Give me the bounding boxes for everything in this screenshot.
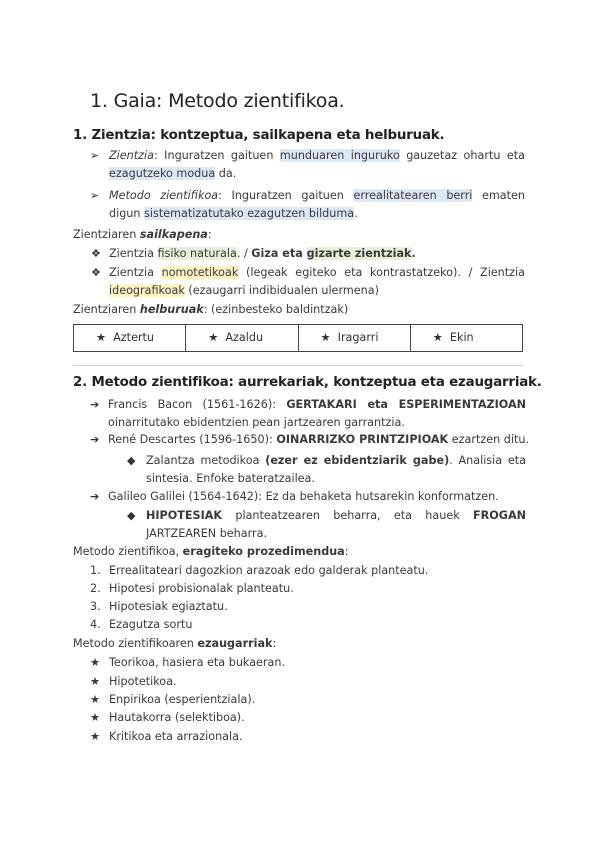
zientzia-definition-line2: ezagutzeko modua da. <box>109 167 237 180</box>
star-icon: ★ <box>90 711 101 724</box>
right-arrow-icon: ➔ <box>90 490 100 503</box>
step-text: Hipotesiak egiaztatu. <box>109 600 228 613</box>
feature-text: Enpirikoa (esperientziala). <box>109 693 256 706</box>
goals-table <box>73 324 523 352</box>
step-number: 4. <box>90 618 101 631</box>
descartes-line: René Descartes (1596-1650): OINARRIZKO PRINTZIPIOAK ezartzen ditu. <box>108 433 530 446</box>
step-text: Errealitateari dagozkion arazoak edo galderak planteatu. <box>109 564 429 577</box>
arrow-bullet-icon: ➢ <box>90 189 100 202</box>
star-icon: ★ <box>432 331 443 344</box>
bacon-line2: oinarritutako ebidentzien pean jartzearen garrantzia. <box>108 416 405 429</box>
section2-heading: 2. Metodo zientifikoa: aurrekariak, kontzeptua eta ezaugarriak. <box>73 375 542 390</box>
feature-text: Teorikoa, hasiera eta bukaeran. <box>109 656 286 669</box>
metodo-definition-line2: digun sistematizatutako ezagutzen bilduma. <box>109 207 358 220</box>
star-icon: ★ <box>90 693 101 706</box>
diamond-bullet-icon: ❖ <box>91 247 101 260</box>
section1-heading: 1. Zientzia: kontzeptua, sailkapena eta helburuak. <box>73 128 445 143</box>
page-title: 1. Gaia: Metodo zientifikoa. <box>90 90 345 112</box>
prozedura-label: Metodo zientifikoa, eragiteko prozedimendua: <box>73 545 349 558</box>
ezaugarriak-label: Metodo zientifikoaren ezaugarriak: <box>73 637 277 650</box>
star-icon: ★ <box>90 656 101 669</box>
step-number: 1. <box>90 564 101 577</box>
star-icon: ★ <box>90 675 101 688</box>
galileo-line: Galileo Galilei (1564-1642): Ez da behaketa hutsarekin konformatzen. <box>108 490 499 503</box>
star-icon: ★ <box>320 331 331 344</box>
bacon-line1: Francis Bacon (1561-1626): GERTAKARI eta ESPERIMENTAZIOAN <box>108 398 526 411</box>
step-number: 3. <box>90 600 101 613</box>
step-text: Ezagutza sortu <box>109 618 193 631</box>
sailkapena-item-2-line1: Zientzia nomotetikoak (legeak egiteko eta kontrastatzeko). / Zientzia <box>109 266 525 279</box>
diamond-bullet-icon: ◆ <box>127 454 136 467</box>
right-arrow-icon: ➔ <box>90 433 100 446</box>
goal-cell: ★ Aztertu <box>74 325 186 351</box>
goal-cell: ★ Iragarri <box>299 325 411 351</box>
step-number: 2. <box>90 582 101 595</box>
step-text: Hipotesi probisionalak planteatu. <box>109 582 294 595</box>
metodo-definition-line1: Metodo zientifikoa: Inguratzen gaituen errealitatearen berri ematen <box>109 189 525 202</box>
diamond-bullet-icon: ◆ <box>127 509 136 522</box>
feature-text: Kritikoa eta arrazionala. <box>109 730 243 743</box>
descartes-sub-line1: Zalantza metodikoa (ezer ez ebidentziarik gabe). Analisia eta <box>146 454 526 467</box>
star-icon: ★ <box>96 331 107 344</box>
section-divider <box>73 365 523 366</box>
descartes-sub-line2: sintesia. Enfoke bateratzailea. <box>146 472 315 485</box>
star-icon: ★ <box>208 331 219 344</box>
sailkapena-item-1: Zientzia fisiko naturala. / Giza eta gizarte zientziak. <box>109 247 416 260</box>
helburuak-label: Zientziaren helburuak: (ezinbesteko baldintzak) <box>73 303 349 316</box>
feature-text: Hautakorra (selektiboa). <box>109 711 245 724</box>
galileo-sub-line2: JARTZEAREN beharra. <box>146 527 268 540</box>
sailkapena-label: Zientziaren sailkapena: <box>73 228 212 241</box>
arrow-bullet-icon: ➢ <box>90 149 100 162</box>
feature-text: Hipotetikoa. <box>109 675 177 688</box>
zientzia-definition-line1: Zientzia: Inguratzen gaituen munduaren inguruko gauzetaz ohartu eta <box>109 149 525 162</box>
diamond-bullet-icon: ❖ <box>91 266 101 279</box>
goal-cell: ★ Ekin <box>432 331 474 344</box>
galileo-sub-line1: HIPOTESIAK planteatzearen beharra, eta hauek FROGAN <box>146 509 526 522</box>
star-icon: ★ <box>90 730 101 743</box>
goal-cell: ★ Azaldu <box>186 325 298 351</box>
right-arrow-icon: ➔ <box>90 398 100 411</box>
sailkapena-item-2-line2: ideografikoak (ezaugarri indibidualen ulermena) <box>109 284 379 297</box>
